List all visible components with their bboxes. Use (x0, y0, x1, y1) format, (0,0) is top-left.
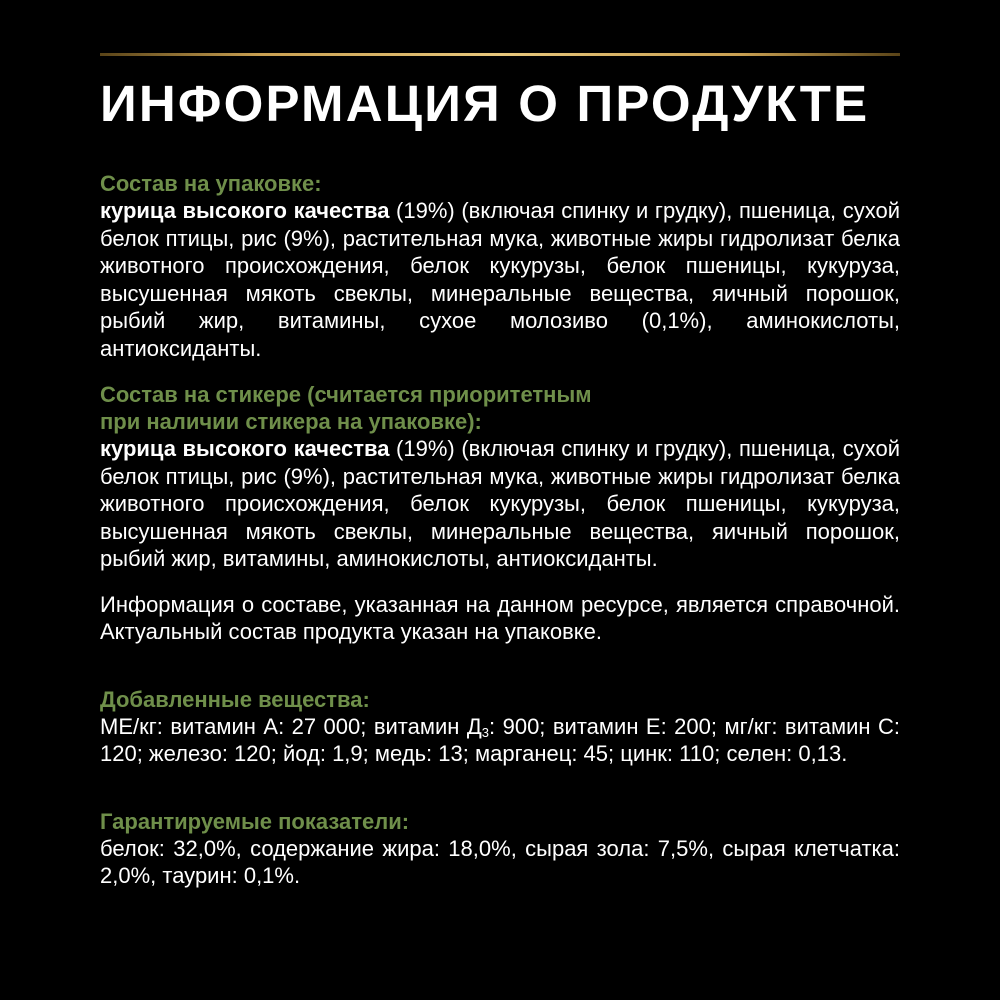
sticker-composition-body: (19%) (включая спинку и грудку), пшеница, сухой белок птицы, рис (9%), растительная мука, животные жиры гидролизат белка животного происхождения, белок кукурузы, белок пшеницы, кукуруза, высушенная мякоть свеклы, минеральные вещества, яичный порошок, рыбий жир, витамины, аминокислоты, антиоксиданты. (100, 436, 900, 571)
additives-text-part-1: МЕ/кг: витамин А: 27 000; витамин Д (100, 713, 482, 739)
guaranteed-section (100, 808, 900, 890)
sticker-composition-heading-line-2: при наличии стикера на упаковке): (100, 409, 482, 434)
product-info-content (100, 170, 900, 890)
package-composition-lead: курица высокого качества (100, 198, 390, 223)
gold-divider (100, 53, 900, 56)
sticker-composition-text (100, 435, 900, 573)
additives-text-part-2: : 900; витамин Е: 200; мг/кг: витамин С: 120; железо: 120; йод: 1,9; медь: 13; марганец: 45; цинк: 110; селен: 0,13. (100, 713, 900, 766)
sticker-composition-heading-line-1: Состав на стикере (считается приоритетным (100, 382, 592, 407)
additives-section (100, 686, 900, 768)
additives-heading: Добавленные вещества: (100, 686, 370, 712)
page-title: ИНФОРМАЦИЯ О ПРОДУКТЕ (100, 75, 870, 132)
package-composition-section (100, 170, 900, 362)
sticker-composition-lead: курица высокого качества (100, 436, 390, 461)
package-composition-heading: Состав на упаковке: (100, 171, 322, 196)
disclaimer-section (100, 591, 900, 646)
package-composition-text (100, 197, 900, 362)
package-composition-body: (19%) (включая спинку и грудку), пшеница, сухой белок птицы, рис (9%), растительная мука, животные жиры гидролизат белка животного происхождения, белок кукурузы, белок пшеницы, кукуруза, высушенная мякоть свеклы, минеральные вещества, яичный порошок, рыбий жир, витамины, сухое молозиво (0,1%), аминокислоты, антиоксиданты. (100, 198, 900, 361)
additives-text (100, 713, 900, 768)
sticker-composition-section (100, 381, 900, 573)
guaranteed-heading: Гарантируемые показатели: (100, 808, 410, 834)
vitamin-d-subscript: 3 (481, 724, 490, 740)
sticker-composition-heading (100, 381, 900, 435)
disclaimer-text: Информация о составе, указанная на данном ресурсе, является справочной. Актуальный состав продукта указан на упаковке. (100, 591, 900, 644)
guaranteed-text: белок: 32,0%, содержание жира: 18,0%, сырая зола: 7,5%, сырая клетчатка: 2,0%, таурин: 0,1%. (100, 835, 900, 888)
